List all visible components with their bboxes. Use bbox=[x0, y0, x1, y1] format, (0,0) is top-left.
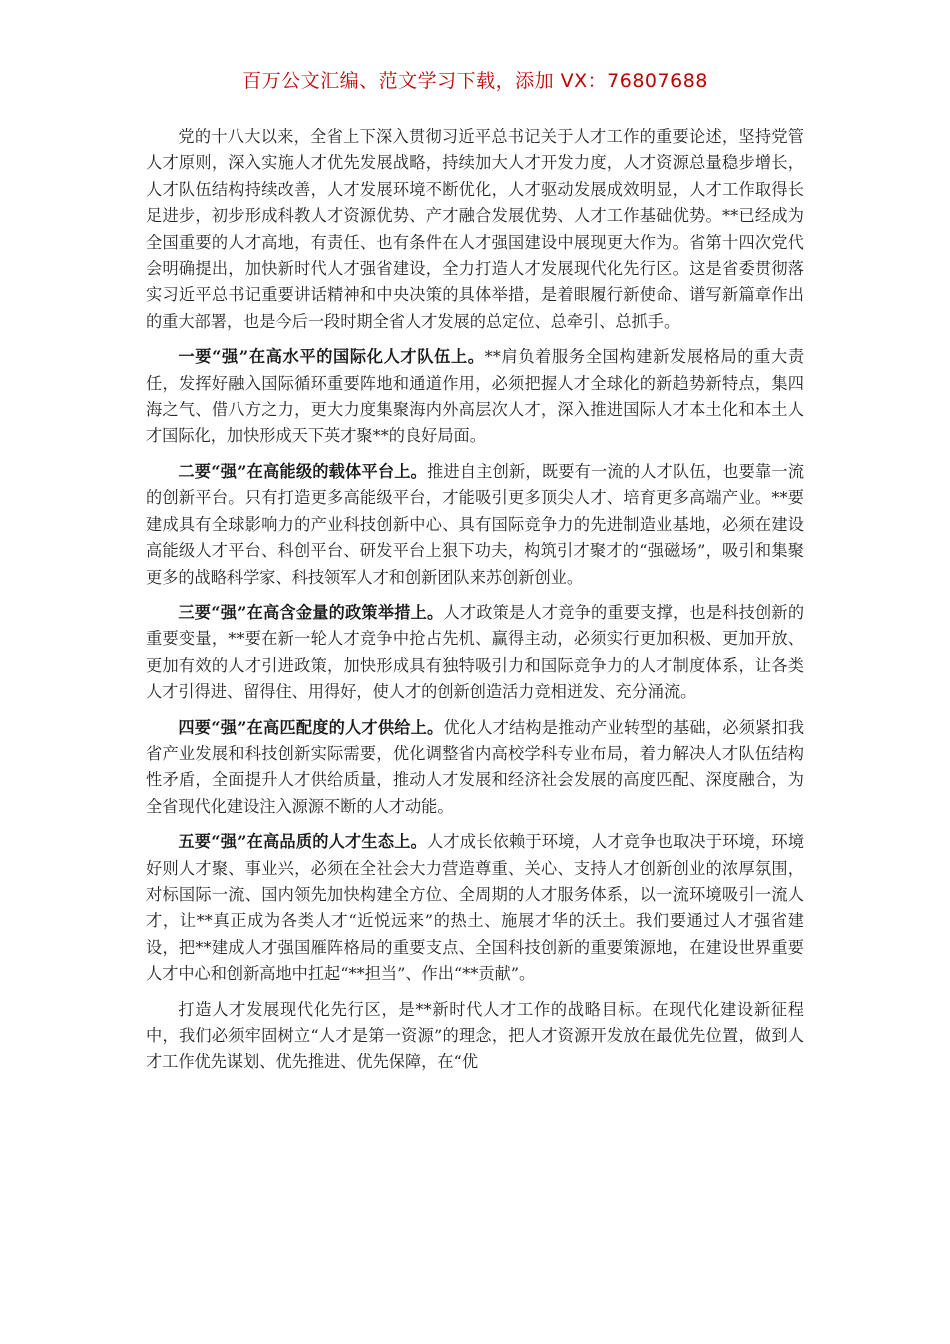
document-body bbox=[146, 124, 804, 1085]
point-heading: 三要“强”在高含金量的政策举措上。 bbox=[178, 602, 444, 622]
header-banner: 百万公文汇编、范文学习下载，添加 VX：76807688 bbox=[242, 70, 708, 92]
point-heading: 五要“强”在高品质的人才生态上。 bbox=[178, 832, 428, 852]
paragraph-point-3: 三要“强”在高含金量的政策举措上。人才政策是人才竞争的重要支撑，也是科技创新的重要变量，**要在新一轮人才竞争中抢占先机、赢得主动，必须实行更加积极、更加开放、更加有效的人才引进政策，加快形成具有独特吸引力和国际竞争力的人才制度体系，让各类人才引得进、留得住、用得好，使人才的创新创造活力竞相迸发、充分涌流。 bbox=[146, 602, 805, 702]
point-heading: 一要“强”在高水平的国际化人才队伍上。 bbox=[178, 347, 485, 367]
paragraph-point-1: 一要“强”在高水平的国际化人才队伍上。**肩负着服务全国构建新发展格局的重大责任，发挥好融入国际循环重要阵地和通道作用，必须把握人才全球化的新趋势新特点，集四海之气、借八方之力，更大力度集聚海内外高层次人才，深入推进国际人才本土化和本土人才国际化，加快形成天下英才聚**的良好局面。 bbox=[146, 347, 805, 446]
paragraph-point-5: 五要“强”在高品质的人才生态上。人才成长依赖于环境，人才竞争也取决于环境，环境好则人才聚、事业兴，必须在全社会大力营造尊重、关心、支持人才创新创业的浓厚氛围，对标国际一流、国内领先加快构建全方位、全周期的人才服务体系，以一流环境吸引一流人才，让**真正成为各类人才“近悦远来”的热土、施展才华的沃土。我们要通过人才强省建设，把**建成人才强国雁阵格局的重要支点、全国科技创新的重要策源地，在建设世界重要人才中心和创新高地中扛起“**担当”、作出“**贡献”。 bbox=[146, 832, 805, 984]
paragraph-point-4: 四要“强”在高匹配度的人才供给上。优化人才结构是推动产业转型的基础，必须紧扣我省产业发展和科技创新实际需要，优化调整省内高校学科专业布局，着力解决人才队伍结构性矛盾，全面提升人才供给质量，推动人才发展和经济社会发展的高度匹配、深度融合，为全省现代化建设注入源源不断的人才动能。 bbox=[146, 717, 805, 816]
point-heading: 四要“强”在高匹配度的人才供给上。 bbox=[178, 717, 444, 737]
paragraph-point-2: 二要“强”在高能级的载体平台上。推进自主创新，既要有一流的人才队伍，也要靠一流的创新平台。只有打造更多高能级平台，才能吸引更多顶尖人才、培育更多高端产业。**要建成具有全球影响力的产业科技创新中心、具有国际竞争力的先进制造业基地，必须在建设高能级人才平台、科创平台、研发平台上狠下功夫，构筑引才聚才的“强磁场”，吸引和集聚更多的战略科学家、科技领军人才和创新团队来苏创新创业。 bbox=[146, 461, 805, 587]
paragraph-conclusion: 打造人才发展现代化先行区，是**新时代人才工作的战略目标。在现代化建设新征程中，我们必须牢固树立“人才是第一资源”的理念，把人才资源开发放在最优先位置，做到人才工作优先谋划、优先推进、优先保障，在“优 bbox=[146, 999, 804, 1072]
paragraph-intro: 党的十八大以来，全省上下深入贯彻习近平总书记关于人才工作的重要论述，坚持党管人才原则，深入实施人才优先发展战略，持续加大人才开发力度，人才资源总量稳步增长，人才队伍结构持续改善，人才发展环境不断优化，人才驱动发展成效明显，人才工作取得长足进步，初步形成科教人才资源优势、产才融合发展优势、人才工作基础优势。**已经成为全国重要的人才高地，有责任、也有条件在人才强国建设中展现更大作为。省第十四次党代会明确提出，加快新时代人才强省建设，全力打造人才发展现代化先行区。这是省委贯彻落实习近平总书记重要讲话精神和中央决策的具体举措，是着眼履行新使命、谱写新篇章作出的重大部署，也是今后一段时期全省人才发展的总定位、总牵引、总抓手。 bbox=[146, 127, 804, 331]
point-heading: 二要“强”在高能级的载体平台上。 bbox=[178, 461, 428, 481]
